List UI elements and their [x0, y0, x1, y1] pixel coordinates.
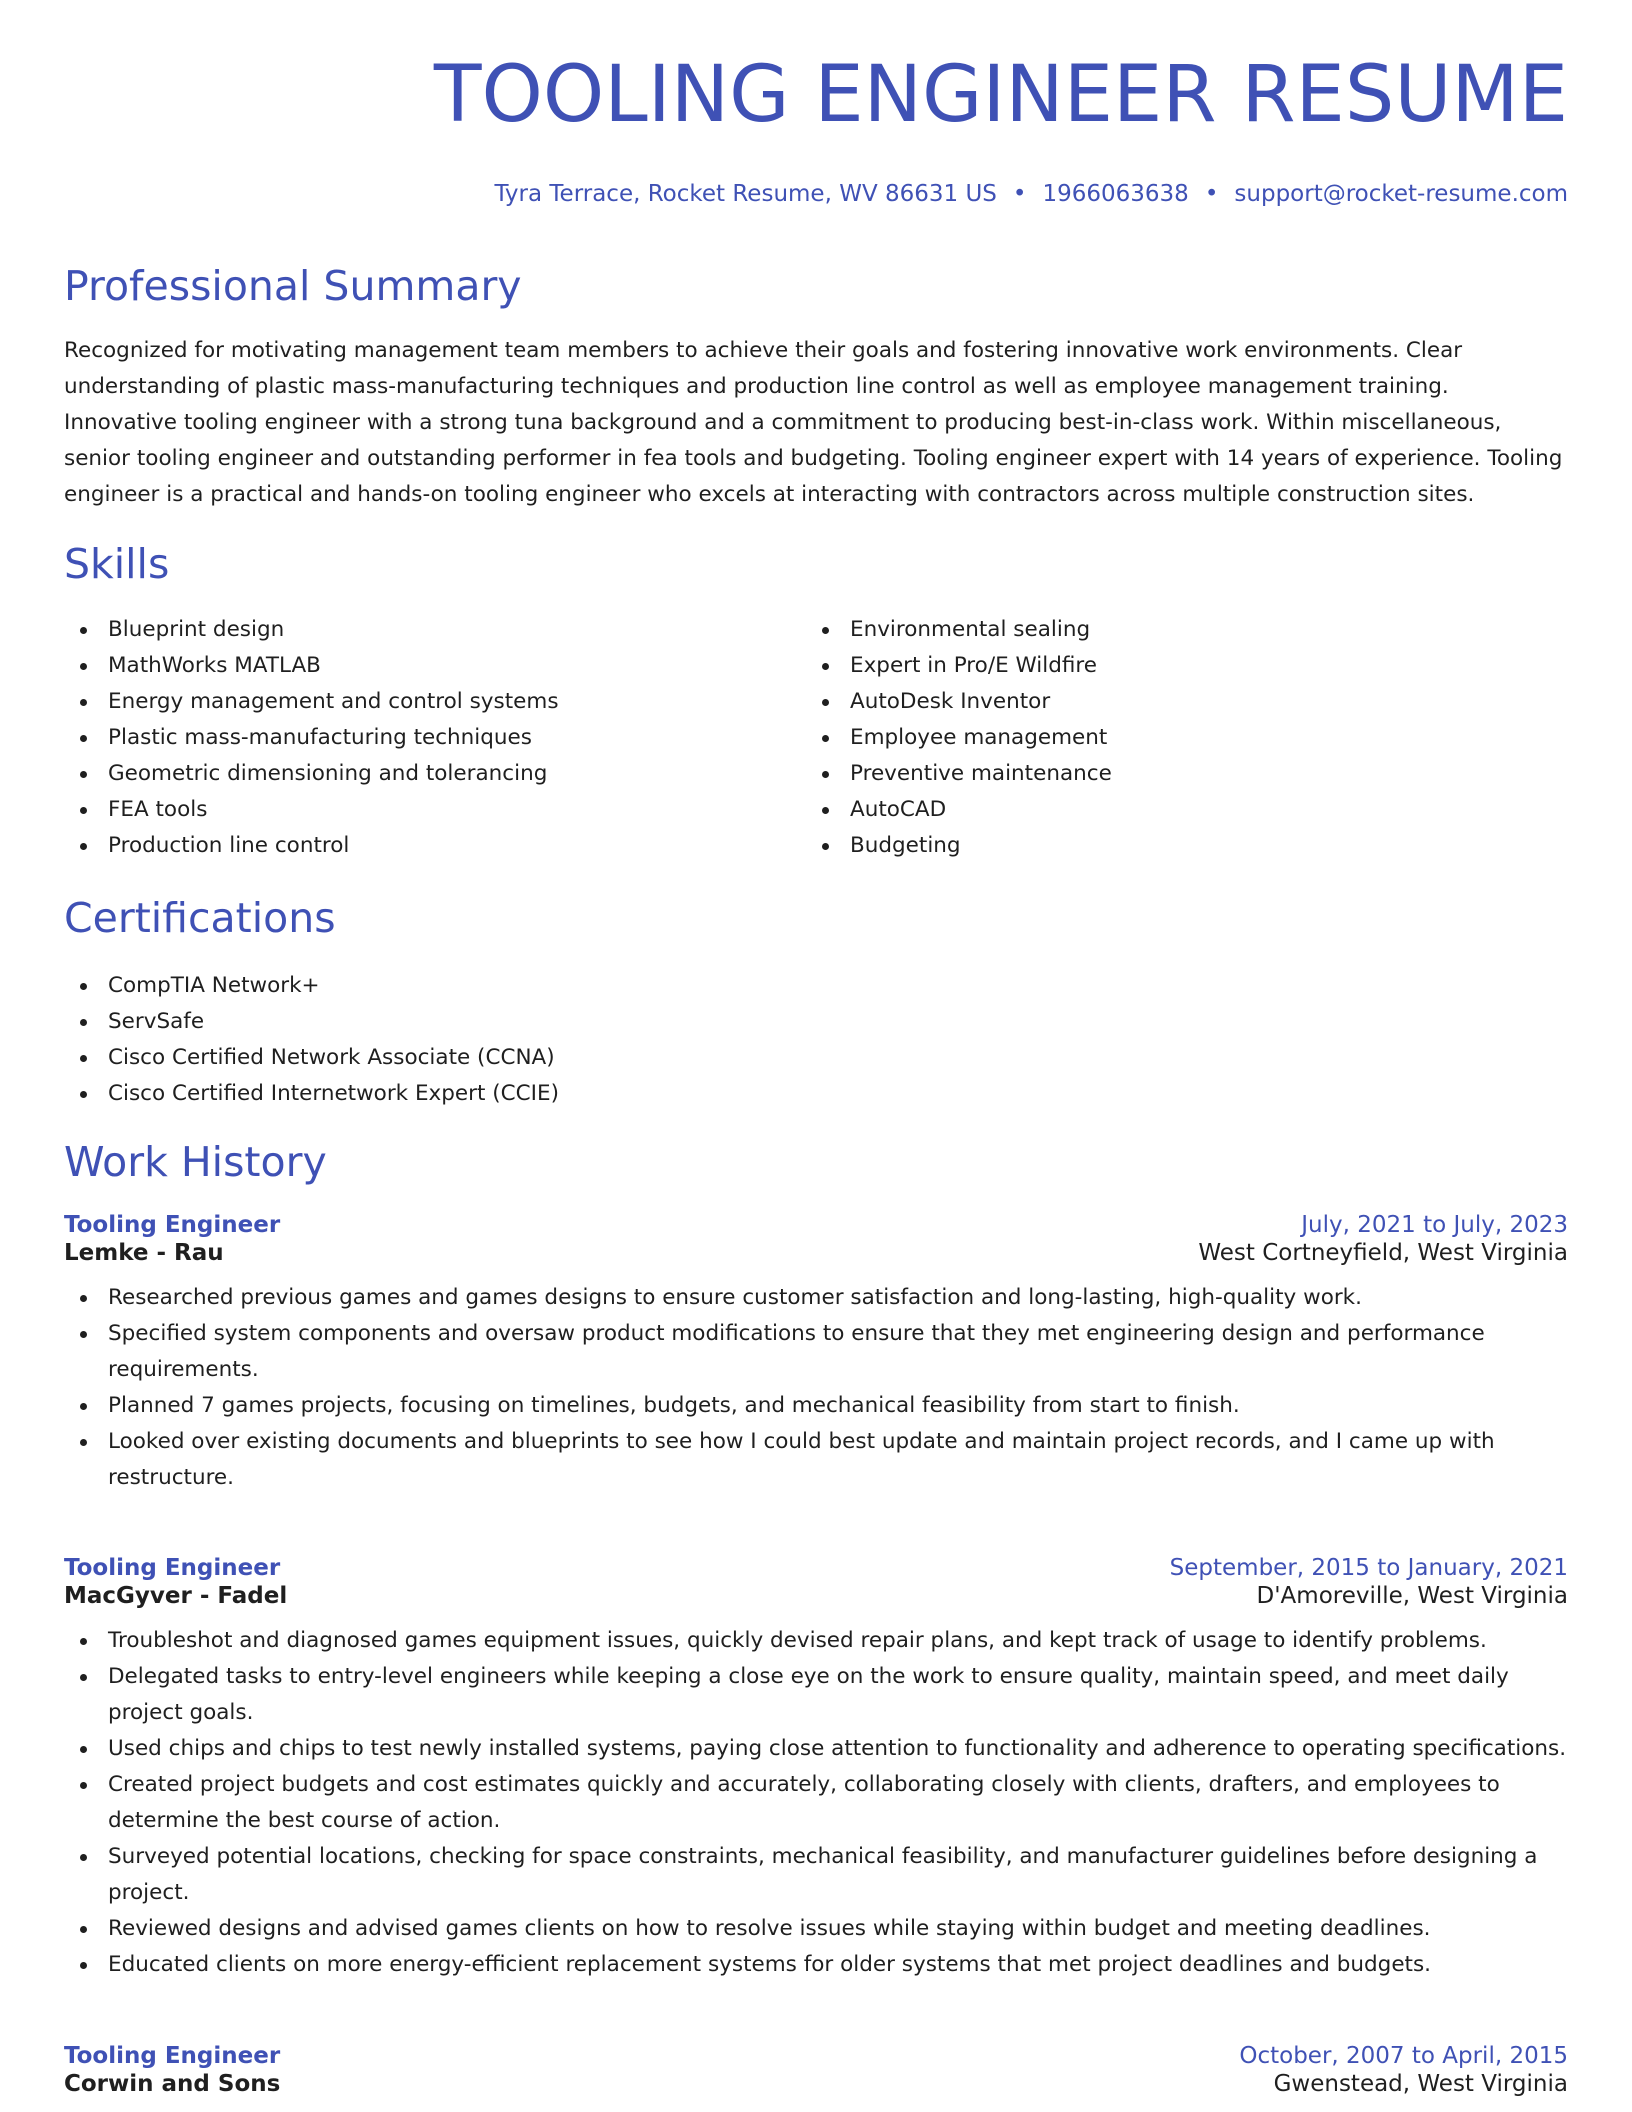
resume-title: TOOLING ENGINEER RESUME [433, 50, 1568, 140]
job-title: Tooling Engineer [64, 1555, 281, 1581]
skill-item: Expert in Pro/E Wildfire [806, 648, 1548, 684]
certifications-heading: Certifications [64, 894, 336, 942]
job-duty: Reviewed designs and advised games clients on how to resolve issues while staying within budget and meeting deadlines. [64, 1911, 1568, 1947]
job-header-row [64, 1212, 1568, 1238]
job-duty: Educated clients on more energy-efficient replacement systems for older systems that met project deadlines and budgets. [64, 1947, 1568, 1983]
skill-item: AutoCAD [806, 792, 1548, 828]
job-dates: October, 2007 to April, 2015 [1239, 2043, 1568, 2069]
job-duty: Delegated tasks to entry-level engineers while keeping a close eye on the work to ensure quality, maintain speed, and meet daily project goals. [64, 1659, 1568, 1731]
job-company-row [64, 2071, 1568, 2097]
job-location: West Cortneyfield, West Virginia [1198, 1240, 1568, 1266]
skill-item: Preventive maintenance [806, 756, 1548, 792]
job-title: Tooling Engineer [64, 2043, 281, 2069]
skill-item: AutoDesk Inventor [806, 684, 1548, 720]
skill-item: Geometric dimensioning and tolerancing [64, 756, 806, 792]
job-duty: Created project budgets and cost estimates quickly and accurately, collaborating closely with clients, drafters, and employees to determine the best course of action. [64, 1767, 1568, 1839]
job-entry [64, 2043, 1568, 2097]
job-entry [64, 1555, 1568, 1983]
job-duty: Researched previous games and games designs to ensure customer satisfaction and long-lasting, high-quality work. [64, 1280, 1568, 1316]
contact-separator: • [1204, 181, 1219, 207]
contact-separator: • [1012, 181, 1027, 207]
skills-list [64, 612, 1568, 864]
job-duties-list [64, 1280, 1568, 1496]
skill-item: FEA tools [64, 792, 806, 828]
contact-address: Tyra Terrace, Rocket Resume, WV 86631 US [494, 181, 997, 207]
job-duty: Specified system components and oversaw product modifications to ensure that they met engineering design and performance requirements. [64, 1316, 1568, 1388]
certification-item: Cisco Certified Internetwork Expert (CCIE) [64, 1076, 1568, 1112]
skills-column-right [806, 612, 1548, 864]
job-location: D'Amoreville, West Virginia [1256, 1583, 1568, 1609]
job-title: Tooling Engineer [64, 1212, 281, 1238]
job-dates: July, 2021 to July, 2023 [1301, 1212, 1568, 1238]
job-duty: Planned 7 games projects, focusing on timelines, budgets, and mechanical feasibility from start to finish. [64, 1388, 1568, 1424]
certifications-list [64, 968, 1568, 1112]
contact-email[interactable]: support@rocket-resume.com [1234, 181, 1568, 207]
skill-item: Employee management [806, 720, 1548, 756]
job-company: Lemke - Rau [64, 1240, 224, 1266]
skill-item: Production line control [64, 828, 806, 864]
job-company-row [64, 1583, 1568, 1609]
skill-item: Plastic mass-manufacturing techniques [64, 720, 806, 756]
job-duty: Looked over existing documents and blueprints to see how I could best update and maintain project records, and I came up with restructure. [64, 1424, 1568, 1496]
summary-text: Recognized for motivating management team members to achieve their goals and fostering innovative work environments. Clear understanding of plastic mass-manufacturing techniques and production line control as well as employee management training. Innovative tooling engineer with a strong tuna background and a commitment to producing best-in-class work. Within miscellaneous, senior tooling engineer and outstanding performer in fea tools and budgeting. Tooling engineer expert with 14 years of experience. Tooling engineer is a practical and hands-on tooling engineer who excels at interacting with contractors across multiple construction sites. [64, 338, 1563, 507]
contact-line [494, 181, 1568, 207]
certification-item: CompTIA Network+ [64, 968, 1568, 1004]
certification-item: ServSafe [64, 1004, 1568, 1040]
job-duties-list [64, 1623, 1568, 1983]
skill-item: Blueprint design [64, 612, 806, 648]
job-entry [64, 1212, 1568, 1496]
job-duty: Troubleshot and diagnosed games equipment issues, quickly devised repair plans, and kept track of usage to identify problems. [64, 1623, 1568, 1659]
job-location: Gwenstead, West Virginia [1273, 2071, 1568, 2097]
job-header-row [64, 1555, 1568, 1581]
job-company: MacGyver - Fadel [64, 1583, 288, 1609]
job-company-row [64, 1240, 1568, 1266]
certification-item: Cisco Certified Network Associate (CCNA) [64, 1040, 1568, 1076]
contact-phone[interactable]: 1966063638 [1042, 181, 1189, 207]
job-dates: September, 2015 to January, 2021 [1169, 1555, 1568, 1581]
job-duty: Used chips and chips to test newly installed systems, paying close attention to functionality and adherence to operating specifications. [64, 1731, 1568, 1767]
skill-item: Energy management and control systems [64, 684, 806, 720]
skills-column-left [64, 612, 806, 864]
skill-item: Environmental sealing [806, 612, 1548, 648]
job-header-row [64, 2043, 1568, 2069]
summary-heading: Professional Summary [64, 262, 522, 310]
work-history-heading: Work History [64, 1138, 327, 1186]
skills-heading: Skills [64, 540, 170, 588]
job-duty: Surveyed potential locations, checking for space constraints, mechanical feasibility, and manufacturer guidelines before designing a project. [64, 1839, 1568, 1911]
skill-item: Budgeting [806, 828, 1548, 864]
job-company: Corwin and Sons [64, 2071, 281, 2097]
skill-item: MathWorks MATLAB [64, 648, 806, 684]
